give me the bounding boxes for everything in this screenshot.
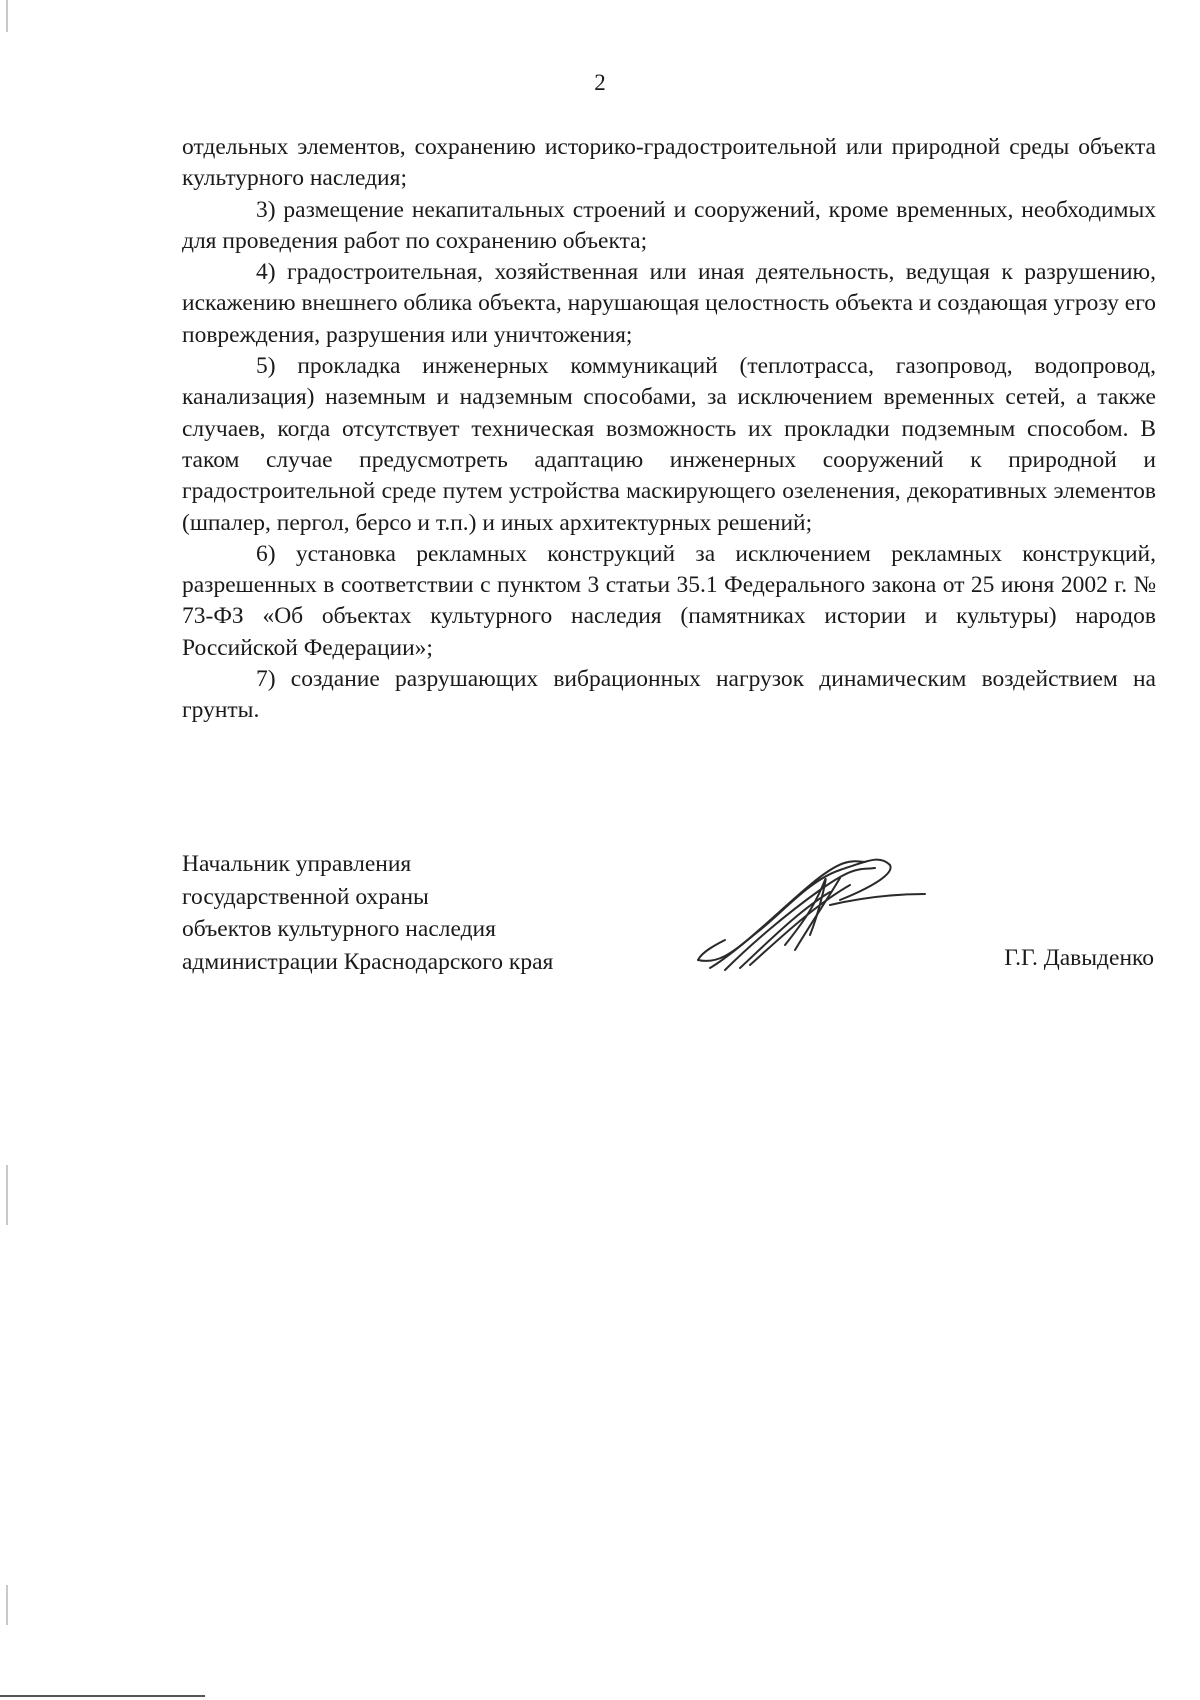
position-line: администрации Краснодарского края	[182, 948, 554, 975]
scan-edge-mark	[6, 1585, 8, 1625]
paragraph-continuation: отдельных элементов, сохранению историко-градостроительной или природной среды объекта культурного наследия;	[182, 134, 1156, 192]
signer-name: Г.Г. Давыденко	[1004, 945, 1154, 971]
position-line: Начальник управления	[182, 851, 412, 877]
paragraph-item-4: 4) градостроительная, хозяйственная или иная деятельность, ведущая к разрушению, искажению внешнего облика объекта, нарушающая целостность объекта и создающая угрозу его повреждения, разрушения или уничтожения;	[182, 259, 1156, 348]
scan-edge-mark	[6, 0, 8, 32]
paragraph-item-6: 6) установка рекламных конструкций за исключением рекламных конструкций, разрешенных в соответствии с пунктом 3 статьи 35.1 Федерального закона от 25 июня 2002 г. № 73-ФЗ «Об объектах культурного наследия (памятниках истории и культуры) народов Российской Федерации»;	[182, 540, 1156, 661]
signatory-position	[182, 848, 553, 978]
paragraph-item-3: 3) размещение некапитальных строений и сооружений, кроме временных, необходимых для проведения работ по сохранению объекта;	[182, 196, 1156, 254]
paragraph-item-5: 5) прокладка инженерных коммуникаций (теплотрасса, газопровод, водопровод, канализация) наземным и надземным способами, за исключением временных сетей, а также случаев, когда отсутствует техническая возможность их прокладки подземным способом. В таком случае предусмотреть адаптацию инженерных сооружений к природной и градостроительной среде путем устройства маскирующего озеленения, декоративных элементов (шпалер, пергол, берсо и т.п.) и иных архитектурных решений;	[182, 353, 1156, 536]
page-number: 2	[594, 70, 606, 95]
bottom-rule	[0, 1695, 205, 1697]
position-line: государственной охраны	[182, 883, 429, 910]
document-body	[182, 132, 1156, 727]
scan-edge-mark	[6, 1165, 8, 1225]
paragraph-item-7: 7) создание разрушающих вибрационных нагрузок динамическим воздействием на грунты.	[182, 666, 1156, 724]
position-line: объектов культурного наследия	[182, 916, 496, 942]
handwritten-signature	[690, 850, 930, 980]
